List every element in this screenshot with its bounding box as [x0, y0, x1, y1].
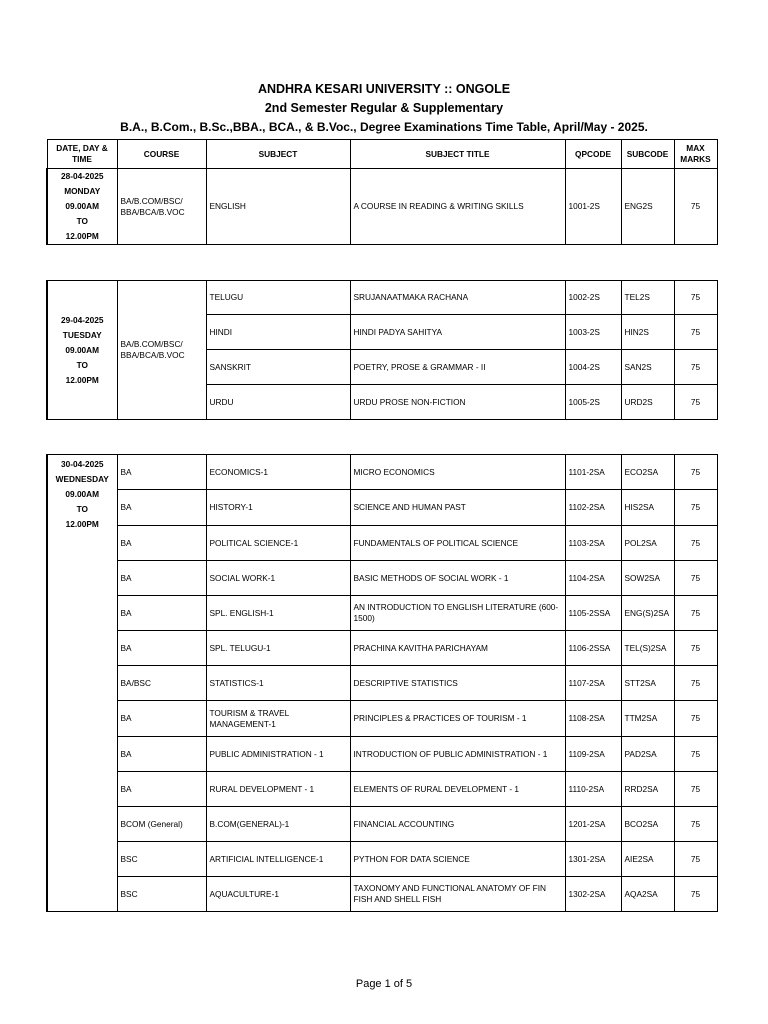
subject-cell: SPL. ENGLISH-1	[206, 596, 350, 631]
course-cell: BA/B.COM/BSC/ BBA/BCA/B.VOC	[117, 281, 206, 420]
qpcode-cell: 1104-2SA	[565, 561, 621, 596]
subcode-cell: HIN2S	[621, 315, 674, 350]
qpcode-cell: 1106-2SSA	[565, 631, 621, 666]
subject-cell: SOCIAL WORK-1	[206, 561, 350, 596]
marks-cell: 75	[674, 315, 717, 350]
table-row	[47, 455, 717, 490]
table-row	[47, 807, 717, 842]
course-cell: BA	[117, 701, 206, 737]
table-row	[47, 169, 717, 245]
timetable-block-3	[46, 454, 718, 912]
subject-cell: ENGLISH	[206, 169, 350, 245]
subject-title-cell: SCIENCE AND HUMAN PAST	[350, 490, 565, 526]
subject-title-cell: PRACHINA KAVITHA PARICHAYAM	[350, 631, 565, 666]
subject-cell: SANSKRIT	[206, 350, 350, 385]
subject-cell: HINDI	[206, 315, 350, 350]
table-row	[47, 561, 717, 596]
subject-cell: URDU	[206, 385, 350, 420]
qpcode-cell: 1103-2SA	[565, 526, 621, 561]
subject-cell: TOURISM & TRAVEL MANAGEMENT-1	[206, 701, 350, 737]
subject-title-cell: POETRY, PROSE & GRAMMAR - II	[350, 350, 565, 385]
subject-title-cell: FUNDAMENTALS OF POLITICAL SCIENCE	[350, 526, 565, 561]
col-subcode: SUBCODE	[621, 140, 674, 169]
qpcode-cell: 1004-2S	[565, 350, 621, 385]
table-row	[47, 631, 717, 666]
marks-cell: 75	[674, 350, 717, 385]
subject-cell: TELUGU	[206, 281, 350, 315]
subject-title-cell: PRINCIPLES & PRACTICES OF TOURISM - 1	[350, 701, 565, 737]
qpcode-cell: 1302-2SA	[565, 877, 621, 912]
subject-title-cell: TAXONOMY AND FUNCTIONAL ANATOMY OF FIN FISH AND SHELL FISH	[350, 877, 565, 912]
marks-cell: 75	[674, 455, 717, 490]
course-cell: BCOM (General)	[117, 807, 206, 842]
qpcode-cell: 1105-2SSA	[565, 596, 621, 631]
course-cell: BA	[117, 596, 206, 631]
course-cell: BA	[117, 455, 206, 490]
qpcode-cell: 1108-2SA	[565, 701, 621, 737]
marks-cell: 75	[674, 666, 717, 701]
marks-cell: 75	[674, 737, 717, 772]
col-subject-title: SUBJECT TITLE	[350, 140, 565, 169]
course-cell: BA	[117, 526, 206, 561]
marks-cell: 75	[674, 877, 717, 912]
marks-cell: 75	[674, 385, 717, 420]
subject-title-cell: MICRO ECONOMICS	[350, 455, 565, 490]
subject-cell: ARTIFICIAL INTELLIGENCE-1	[206, 842, 350, 877]
marks-cell: 75	[674, 701, 717, 737]
timetable-title: B.A., B.Com., B.Sc.,BBA., BCA., & B.Voc., Degree Examinations Time Table, April/May - 2025.	[120, 120, 648, 134]
subject-cell: AQUACULTURE-1	[206, 877, 350, 912]
marks-cell: 75	[674, 772, 717, 807]
subject-title-cell: FINANCIAL ACCOUNTING	[350, 807, 565, 842]
subcode-cell: ENG2S	[621, 169, 674, 245]
subject-cell: RURAL DEVELOPMENT - 1	[206, 772, 350, 807]
table-row	[47, 281, 717, 315]
subcode-cell: TTM2SA	[621, 701, 674, 737]
col-subject: SUBJECT	[206, 140, 350, 169]
subcode-cell: PAD2SA	[621, 737, 674, 772]
col-qpcode: QPCODE	[565, 140, 621, 169]
subcode-cell: AQA2SA	[621, 877, 674, 912]
qpcode-cell: 1101-2SA	[565, 455, 621, 490]
subcode-cell: SAN2S	[621, 350, 674, 385]
course-cell: BSC	[117, 877, 206, 912]
semester-line: 2nd Semester Regular & Supplementary	[264, 101, 504, 115]
col-max-marks: MAX MARKS	[674, 140, 717, 169]
subject-cell: STATISTICS-1	[206, 666, 350, 701]
subject-cell: POLITICAL SCIENCE-1	[206, 526, 350, 561]
qpcode-cell: 1110-2SA	[565, 772, 621, 807]
table-row	[47, 877, 717, 912]
course-cell: BA	[117, 561, 206, 596]
course-cell: BA/B.COM/BSC/ BBA/BCA/B.VOC	[117, 169, 206, 245]
qpcode-cell: 1003-2S	[565, 315, 621, 350]
marks-cell: 75	[674, 807, 717, 842]
marks-cell: 75	[674, 631, 717, 666]
qpcode-cell: 1109-2SA	[565, 737, 621, 772]
subcode-cell: TEL2S	[621, 281, 674, 315]
marks-cell: 75	[674, 596, 717, 631]
date-cell: 28-04-2025 MONDAY 09.00AM TO 12.00PM	[47, 169, 117, 245]
subject-cell: B.COM(GENERAL)-1	[206, 807, 350, 842]
date-cell: 30-04-2025 WEDNESDAY 09.00AM TO 12.00PM	[47, 455, 117, 912]
subcode-cell: BCO2SA	[621, 807, 674, 842]
subcode-cell: ECO2SA	[621, 455, 674, 490]
col-date: DATE, DAY & TIME	[47, 140, 117, 169]
subcode-cell: STT2SA	[621, 666, 674, 701]
qpcode-cell: 1102-2SA	[565, 490, 621, 526]
course-cell: BA/BSC	[117, 666, 206, 701]
subject-title-cell: HINDI PADYA SAHITYA	[350, 315, 565, 350]
table-row	[47, 596, 717, 631]
header-row	[47, 140, 717, 169]
course-cell: BA	[117, 772, 206, 807]
table-row	[47, 842, 717, 877]
qpcode-cell: 1001-2S	[565, 169, 621, 245]
qpcode-cell: 1201-2SA	[565, 807, 621, 842]
qpcode-cell: 1107-2SA	[565, 666, 621, 701]
subcode-cell: TEL(S)2SA	[621, 631, 674, 666]
qpcode-cell: 1301-2SA	[565, 842, 621, 877]
university-name: ANDHRA KESARI UNIVERSITY :: ONGOLE	[257, 82, 511, 96]
table-row	[47, 666, 717, 701]
subcode-cell: RRD2SA	[621, 772, 674, 807]
subject-cell: HISTORY-1	[206, 490, 350, 526]
date-cell: 29-04-2025 TUESDAY 09.00AM TO 12.00PM	[47, 281, 117, 420]
subject-title-cell: A COURSE IN READING & WRITING SKILLS	[350, 169, 565, 245]
subject-title-cell: PYTHON FOR DATA SCIENCE	[350, 842, 565, 877]
subcode-cell: HIS2SA	[621, 490, 674, 526]
subject-title-cell: AN INTRODUCTION TO ENGLISH LITERATURE (600-1500)	[350, 596, 565, 631]
page-number: Page 1 of 5	[355, 978, 413, 990]
marks-cell: 75	[674, 561, 717, 596]
document-header	[0, 80, 768, 137]
subcode-cell: SOW2SA	[621, 561, 674, 596]
subject-title-cell: BASIC METHODS OF SOCIAL WORK - 1	[350, 561, 565, 596]
subcode-cell: AIE2SA	[621, 842, 674, 877]
subject-cell: PUBLIC ADMINISTRATION - 1	[206, 737, 350, 772]
subject-title-cell: ELEMENTS OF RURAL DEVELOPMENT - 1	[350, 772, 565, 807]
timetable-block-1	[46, 139, 718, 245]
subcode-cell: POL2SA	[621, 526, 674, 561]
course-cell: BSC	[117, 842, 206, 877]
subject-title-cell: INTRODUCTION OF PUBLIC ADMINISTRATION - 1	[350, 737, 565, 772]
subject-title-cell: URDU PROSE NON-FICTION	[350, 385, 565, 420]
marks-cell: 75	[674, 526, 717, 561]
col-course: COURSE	[117, 140, 206, 169]
course-cell: BA	[117, 490, 206, 526]
table-row	[47, 526, 717, 561]
table-row	[47, 490, 717, 526]
subject-cell: SPL. TELUGU-1	[206, 631, 350, 666]
marks-cell: 75	[674, 281, 717, 315]
table-row	[47, 701, 717, 737]
subject-title-cell: SRUJANAATMAKA RACHANA	[350, 281, 565, 315]
course-cell: BA	[117, 631, 206, 666]
subcode-cell: ENG(S)2SA	[621, 596, 674, 631]
table-row	[47, 737, 717, 772]
course-cell: BA	[117, 737, 206, 772]
qpcode-cell: 1005-2S	[565, 385, 621, 420]
marks-cell: 75	[674, 490, 717, 526]
subject-title-cell: DESCRIPTIVE STATISTICS	[350, 666, 565, 701]
table-row	[47, 772, 717, 807]
qpcode-cell: 1002-2S	[565, 281, 621, 315]
subcode-cell: URD2S	[621, 385, 674, 420]
timetable-block-2	[46, 280, 718, 420]
marks-cell: 75	[674, 169, 717, 245]
subject-cell: ECONOMICS-1	[206, 455, 350, 490]
marks-cell: 75	[674, 842, 717, 877]
